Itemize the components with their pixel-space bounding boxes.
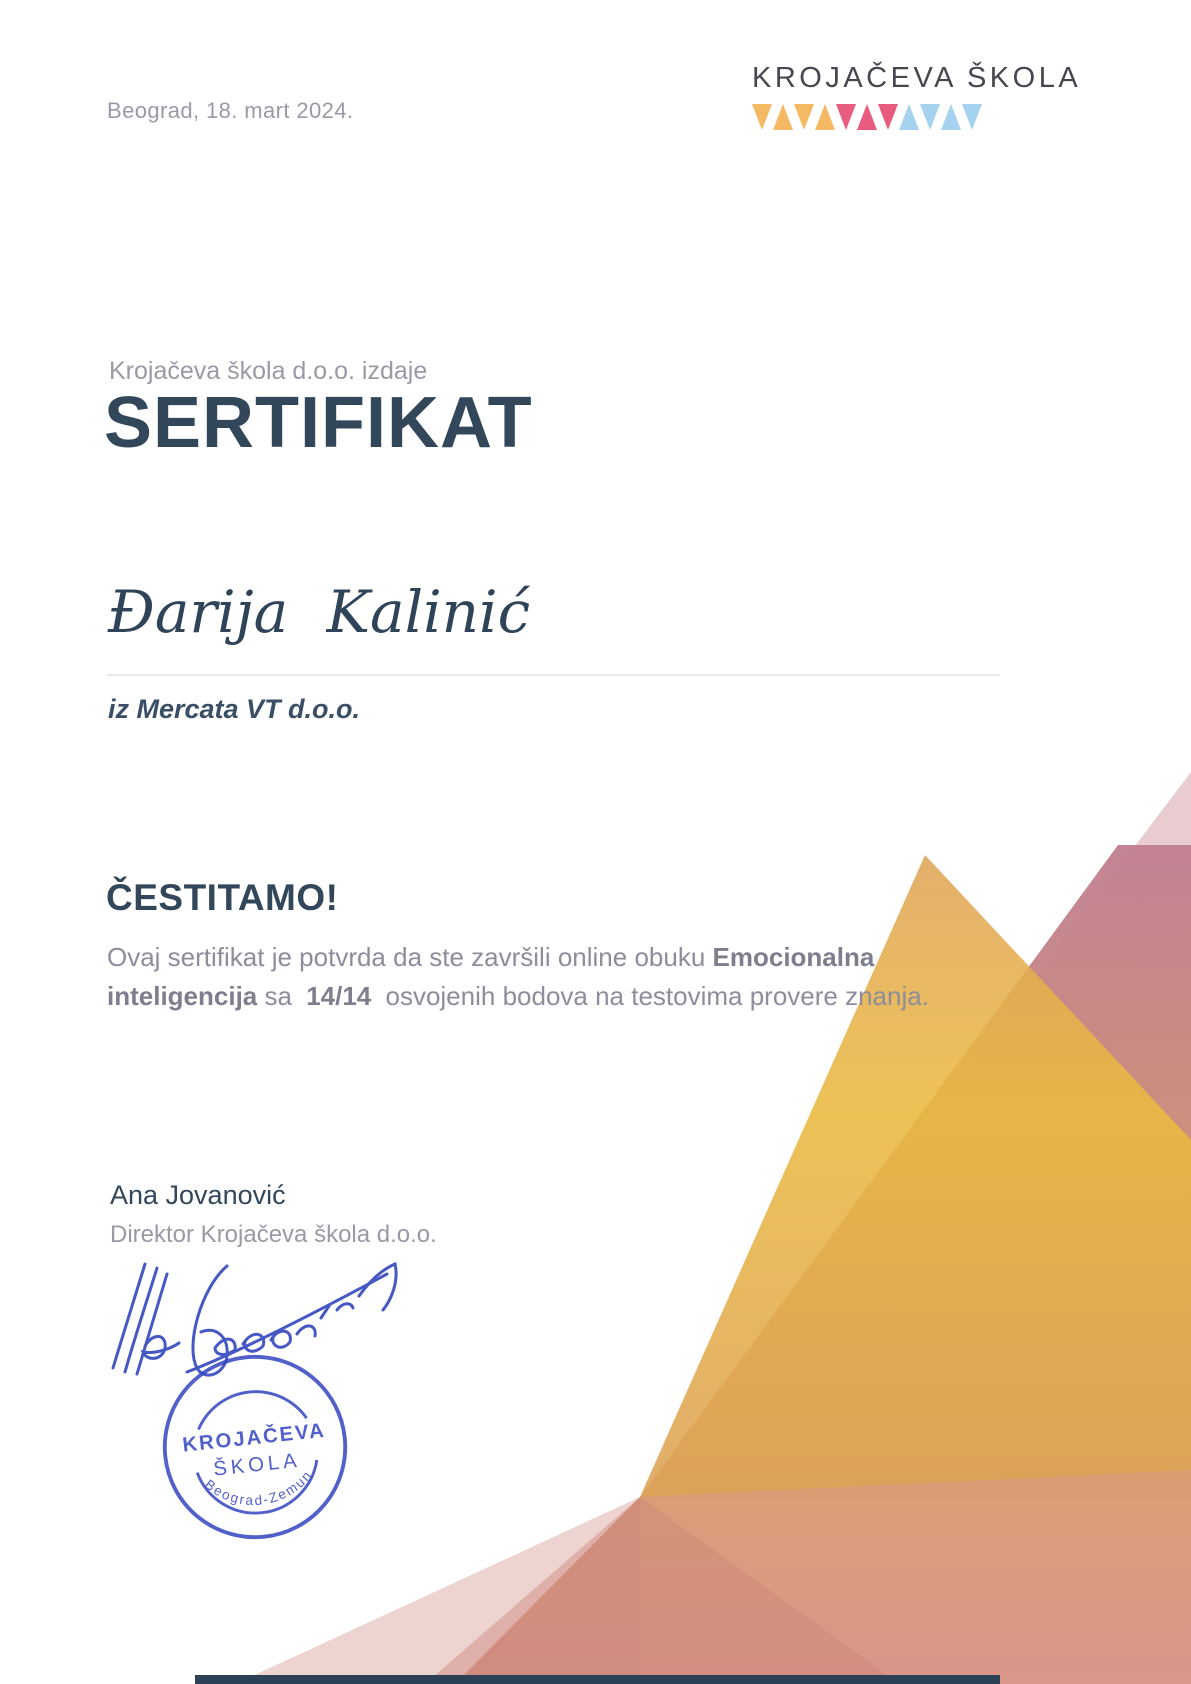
signatory-title: Direktor Krojačeva škola d.o.o. [110,1221,437,1248]
logo-triangle-down [962,104,982,130]
footer-bar [195,1675,1000,1684]
logo-triangle-up [773,104,793,130]
logo-triangle-down [836,104,856,130]
score-value: 14/14 [306,981,372,1011]
body-middle: sa [257,981,300,1011]
recipient-name: Đarija Kalinić [108,578,531,646]
logo-triangle-down [920,104,940,130]
body-suffix: osvojenih bodova na testovima provere znanja. [378,981,929,1011]
name-underline [107,674,1000,676]
stamp-arc-text: Beograd-Zemun [202,1466,316,1509]
school-logo-text: KROJAČEVA ŠKOLA [752,62,1082,94]
date-place: Beograd, 18. mart 2024. [107,98,354,123]
logo-triangles [752,104,1082,131]
signatory-name: Ana Jovanović [110,1180,286,1210]
logo-triangle-up [941,104,961,130]
course-name: Emocionalna inteligencija [107,942,875,1011]
logo-triangle-up [815,104,835,130]
issuer-line: Krojačeva škola d.o.o. izdaje [109,357,428,385]
logo-triangle-down [878,104,898,130]
logo-triangle-up [857,104,877,130]
congrats-heading: ČESTITAMO! [106,877,339,918]
logo-triangle-down [752,104,772,130]
certificate-body [107,938,992,1016]
recipient-company: iz Mercata VT d.o.o. [108,694,361,724]
stamp-line2: ŠKOLA [212,1449,302,1481]
stamp-line1: KROJAČEVA [181,1419,327,1457]
logo-triangle-up [899,104,919,130]
logo-triangle-down [794,104,814,130]
body-prefix: Ovaj sertifikat je potvrda da ste završili online obuku [107,942,713,972]
school-logo [752,62,1082,131]
certificate-title: SERTIFIKAT [104,383,533,463]
signature-ink [95,1250,425,1408]
